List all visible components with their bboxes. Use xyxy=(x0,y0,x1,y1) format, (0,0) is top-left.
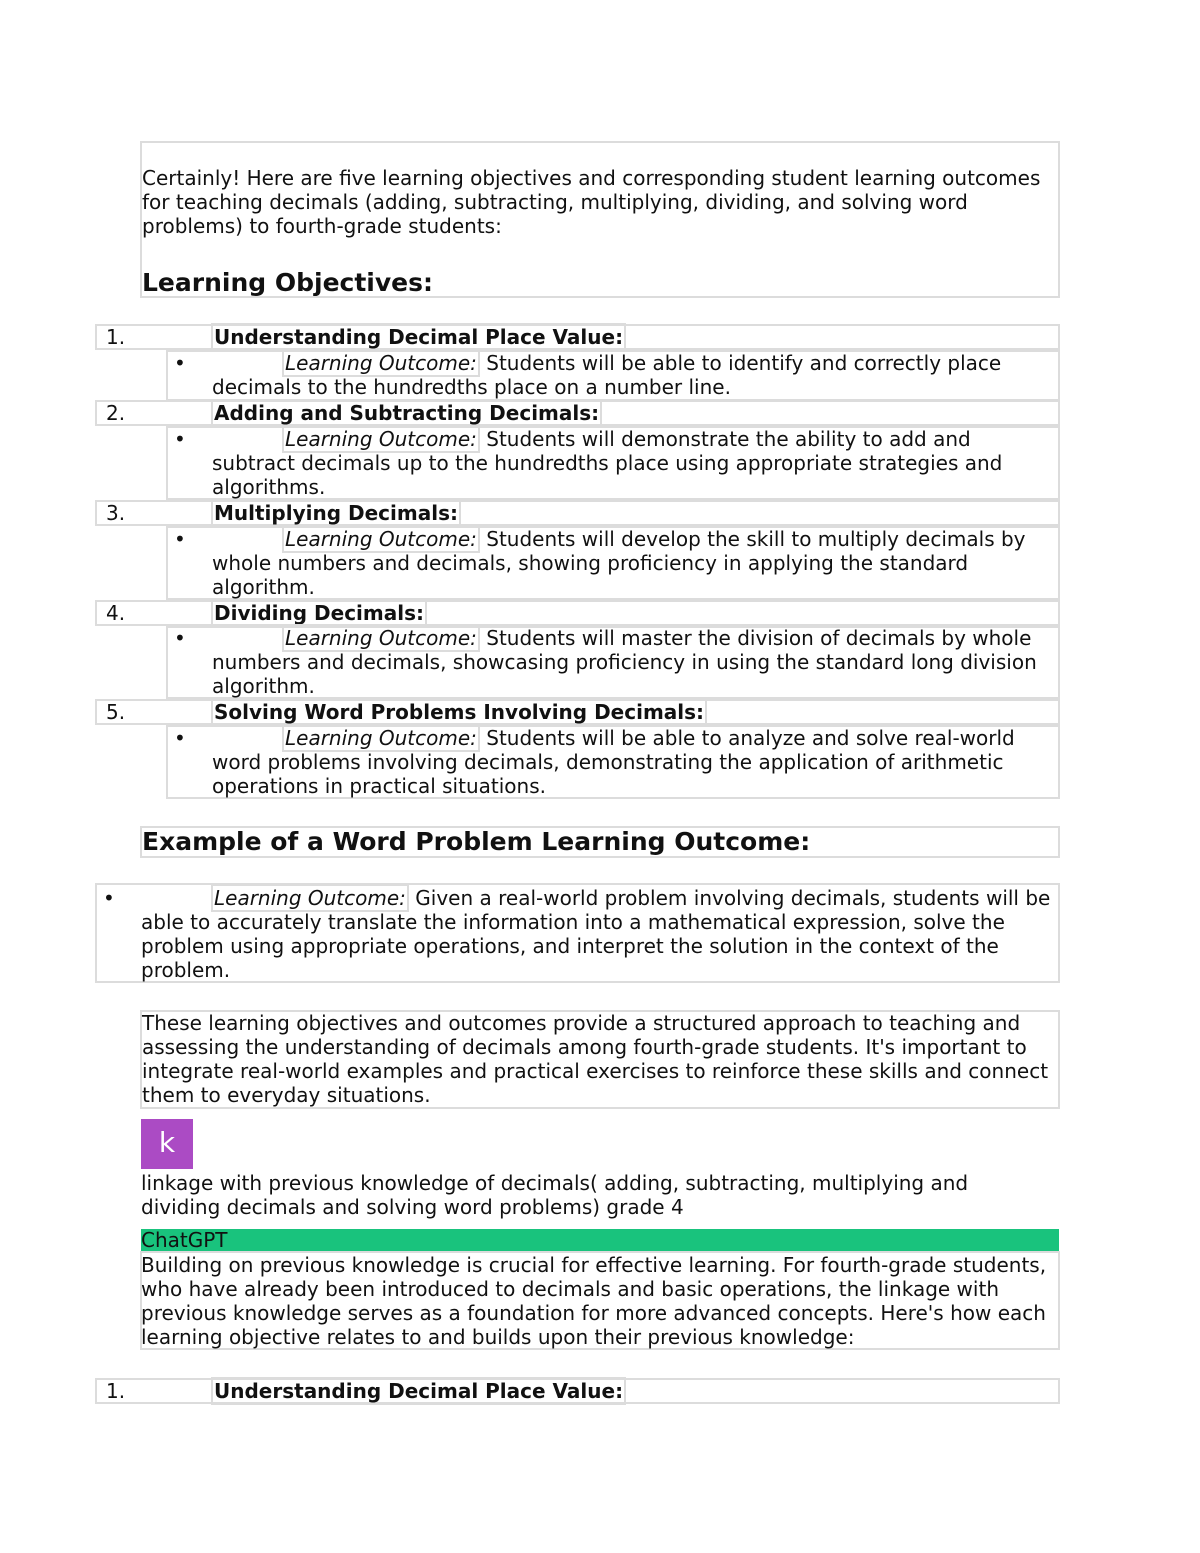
bullet-icon: • xyxy=(174,427,186,451)
example-text: Learning Outcome: Given a real-world problem involving decimals, students will be able to accurately translate the information into a mathematical expression, solve the problem using appropriate operations, and interpret the solution in the context of the problem. xyxy=(141,886,1051,982)
objective-number-5: 5. xyxy=(106,700,126,724)
assistant-response: Building on previous knowledge is crucial for effective learning. For fourth-grade students, who have already been introduced to decimals and basic operations, the linkage with previous knowledge serves as a foundation for more advanced concepts. Here's how each learning objective relates to and builds upon their previous knowledge: xyxy=(141,1253,1047,1349)
outcome-text-5: Learning Outcome: Students will be able to analyze and solve real-world word problems involving decimals, demonstrating the application of arithmetic operations in practical situations. xyxy=(212,726,1015,798)
bullet-icon: • xyxy=(174,626,186,650)
user-prompt: linkage with previous knowledge of decimals( adding, subtracting, multiplying and dividing decimals and solving word problems) grade 4 xyxy=(141,1171,969,1219)
intro-text: Certainly! Here are five learning objectives and corresponding student learning outcomes for teaching decimals (adding, subtracting, multiplying, dividing, and solving word problems) to fourth-grade students: xyxy=(142,166,1041,238)
outcome-text-3: Learning Outcome: Students will develop the skill to multiply decimals by whole numbers and decimals, showing proficiency in applying the standard algorithm. xyxy=(212,527,1026,599)
objective-title-3: Multiplying Decimals: xyxy=(211,501,461,525)
user-avatar: k xyxy=(141,1119,193,1169)
outcome-text-2: Learning Outcome: Students will demonstrate the ability to add and subtract decimals up to the hundredths place using appropriate strategies and algorithms. xyxy=(212,427,1003,499)
bullet-icon: • xyxy=(103,886,115,910)
example-heading: Example of a Word Problem Learning Outcome: xyxy=(142,827,811,856)
objective-number-2: 2. xyxy=(106,401,126,425)
next-item-number: 1. xyxy=(106,1379,126,1403)
bullet-icon: • xyxy=(174,527,186,551)
objective-title-4: Dividing Decimals: xyxy=(211,601,427,625)
objective-number-3: 3. xyxy=(106,501,126,525)
outcome-text-4: Learning Outcome: Students will master the division of decimals by whole numbers and decimals, showcasing proficiency in using the standard long division algorithm. xyxy=(212,626,1037,698)
bullet-icon: • xyxy=(174,726,186,750)
assistant-name: ChatGPT xyxy=(141,1228,228,1252)
objectives-heading: Learning Objectives: xyxy=(142,268,433,297)
bullet-icon: • xyxy=(174,351,186,375)
objective-title-5: Solving Word Problems Involving Decimals: xyxy=(211,700,707,724)
closing-text: These learning objectives and outcomes provide a structured approach to teaching and assessing the understanding of decimals among fourth-grade students. It's important to integrate real-world examples and practical exercises to reinforce these skills and connect them to everyday situations. xyxy=(142,1011,1049,1107)
next-item-title: Understanding Decimal Place Value: xyxy=(211,1379,626,1403)
assistant-name-bar xyxy=(141,1229,1059,1251)
objective-number-1: 1. xyxy=(106,325,126,349)
objective-title-2: Adding and Subtracting Decimals: xyxy=(211,401,602,425)
objective-title-1: Understanding Decimal Place Value: xyxy=(211,325,626,349)
outcome-text-1: Learning Outcome: Students will be able to identify and correctly place decimals to the hundredths place on a number line. xyxy=(212,351,1002,399)
objective-number-4: 4. xyxy=(106,601,126,625)
